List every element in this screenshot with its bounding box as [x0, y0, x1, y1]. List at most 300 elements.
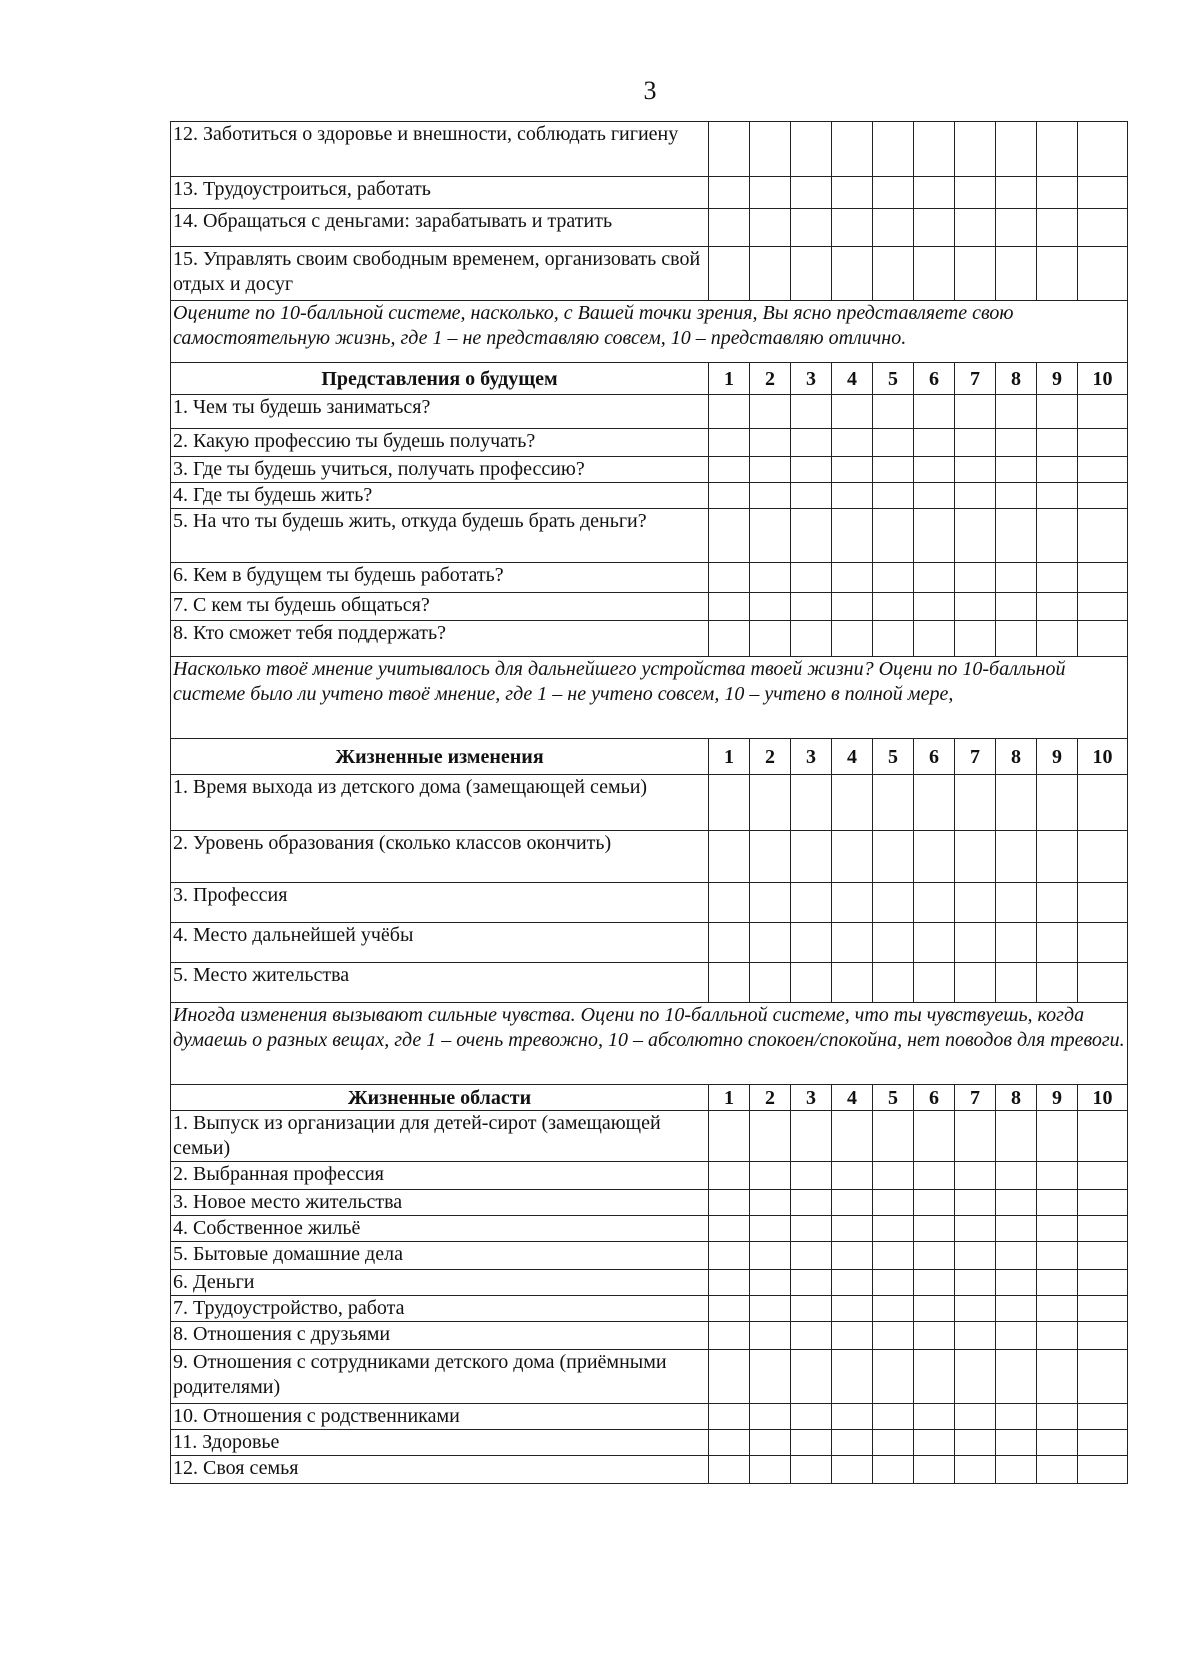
rating-cell-8[interactable] — [996, 509, 1037, 563]
rating-cell-6[interactable] — [914, 563, 955, 593]
rating-cell-6[interactable] — [914, 209, 955, 247]
rating-cell-4[interactable] — [832, 1162, 873, 1190]
rating-cell-10[interactable] — [1078, 1456, 1128, 1484]
rating-cell-8[interactable] — [996, 177, 1037, 209]
rating-cell-10[interactable] — [1078, 923, 1128, 963]
rating-cell-4[interactable] — [832, 483, 873, 509]
rating-cell-10[interactable] — [1078, 177, 1128, 209]
rating-cell-2[interactable] — [750, 1242, 791, 1270]
rating-cell-9[interactable] — [1037, 1404, 1078, 1430]
rating-cell-2[interactable] — [750, 1296, 791, 1322]
rating-cell-6[interactable] — [914, 429, 955, 457]
rating-cell-6[interactable] — [914, 963, 955, 1003]
rating-cell-9[interactable] — [1037, 209, 1078, 247]
rating-cell-8[interactable] — [996, 1190, 1037, 1216]
rating-cell-2[interactable] — [750, 775, 791, 831]
rating-cell-5[interactable] — [873, 209, 914, 247]
rating-cell-7[interactable] — [955, 483, 996, 509]
rating-cell-5[interactable] — [873, 1190, 914, 1216]
rating-cell-5[interactable] — [873, 775, 914, 831]
rating-cell-1[interactable] — [709, 563, 750, 593]
rating-cell-10[interactable] — [1078, 483, 1128, 509]
rating-cell-6[interactable] — [914, 775, 955, 831]
rating-cell-6[interactable] — [914, 1216, 955, 1242]
rating-cell-1[interactable] — [709, 1456, 750, 1484]
rating-cell-4[interactable] — [832, 1216, 873, 1242]
rating-cell-8[interactable] — [996, 209, 1037, 247]
rating-cell-3[interactable] — [791, 247, 832, 301]
rating-cell-7[interactable] — [955, 395, 996, 429]
rating-cell-5[interactable] — [873, 923, 914, 963]
rating-cell-6[interactable] — [914, 1296, 955, 1322]
rating-cell-8[interactable] — [996, 1430, 1037, 1456]
rating-cell-8[interactable] — [996, 1456, 1037, 1484]
rating-cell-9[interactable] — [1037, 1190, 1078, 1216]
rating-cell-4[interactable] — [832, 1270, 873, 1296]
rating-cell-6[interactable] — [914, 883, 955, 923]
rating-cell-7[interactable] — [955, 1270, 996, 1296]
rating-cell-8[interactable] — [996, 593, 1037, 621]
rating-cell-1[interactable] — [709, 621, 750, 657]
rating-cell-9[interactable] — [1037, 831, 1078, 883]
rating-cell-7[interactable] — [955, 1322, 996, 1350]
rating-cell-3[interactable] — [791, 1111, 832, 1162]
rating-cell-9[interactable] — [1037, 563, 1078, 593]
rating-cell-9[interactable] — [1037, 883, 1078, 923]
rating-cell-6[interactable] — [914, 923, 955, 963]
rating-cell-10[interactable] — [1078, 883, 1128, 923]
rating-cell-10[interactable] — [1078, 1430, 1128, 1456]
rating-cell-10[interactable] — [1078, 831, 1128, 883]
rating-cell-2[interactable] — [750, 963, 791, 1003]
rating-cell-7[interactable] — [955, 247, 996, 301]
rating-cell-6[interactable] — [914, 1270, 955, 1296]
rating-cell-4[interactable] — [832, 177, 873, 209]
rating-cell-4[interactable] — [832, 247, 873, 301]
rating-cell-1[interactable] — [709, 1350, 750, 1404]
rating-cell-1[interactable] — [709, 1242, 750, 1270]
rating-cell-4[interactable] — [832, 509, 873, 563]
rating-cell-2[interactable] — [750, 1350, 791, 1404]
instruction-changes: Насколько твоё мнение учитывалось для дальнейшего устройства твоей жизни? Оцени по 10-балльной системе было ли учтено твоё мнение, где 1 – не учтено совсем, 10 – учтено в полной мере, — [171, 657, 1128, 739]
rating-cell-10[interactable] — [1078, 122, 1128, 177]
rating-cell-1[interactable] — [709, 395, 750, 429]
rating-cell-9[interactable] — [1037, 1350, 1078, 1404]
rating-cell-5[interactable] — [873, 1242, 914, 1270]
future-row — [171, 621, 1128, 657]
rating-cell-1[interactable] — [709, 1162, 750, 1190]
rating-cell-2[interactable] — [750, 122, 791, 177]
rating-cell-4[interactable] — [832, 457, 873, 483]
rating-cell-8[interactable] — [996, 1322, 1037, 1350]
rating-cell-9[interactable] — [1037, 429, 1078, 457]
rating-cell-8[interactable] — [996, 1404, 1037, 1430]
rating-cell-8[interactable] — [996, 963, 1037, 1003]
rating-cell-6[interactable] — [914, 1404, 955, 1430]
rating-cell-2[interactable] — [750, 509, 791, 563]
section-title: Представления о будущем — [171, 363, 709, 395]
rating-cell-1[interactable] — [709, 775, 750, 831]
rating-cell-4[interactable] — [832, 429, 873, 457]
rating-cell-5[interactable] — [873, 1296, 914, 1322]
rating-cell-6[interactable] — [914, 1350, 955, 1404]
rating-cell-2[interactable] — [750, 429, 791, 457]
rating-cell-3[interactable] — [791, 1456, 832, 1484]
rating-cell-8[interactable] — [996, 395, 1037, 429]
rating-cell-3[interactable] — [791, 963, 832, 1003]
rating-cell-9[interactable] — [1037, 483, 1078, 509]
rating-cell-7[interactable] — [955, 593, 996, 621]
rating-cell-8[interactable] — [996, 483, 1037, 509]
rating-cell-9[interactable] — [1037, 247, 1078, 301]
rating-cell-2[interactable] — [750, 1322, 791, 1350]
rating-cell-7[interactable] — [955, 429, 996, 457]
rating-cell-3[interactable] — [791, 209, 832, 247]
rating-cell-9[interactable] — [1037, 1322, 1078, 1350]
rating-cell-1[interactable] — [709, 831, 750, 883]
rating-cell-8[interactable] — [996, 429, 1037, 457]
rating-cell-3[interactable] — [791, 1190, 832, 1216]
rating-cell-4[interactable] — [832, 1456, 873, 1484]
rating-cell-3[interactable] — [791, 457, 832, 483]
section-title: Жизненные области — [171, 1085, 709, 1111]
rating-cell-6[interactable] — [914, 1242, 955, 1270]
rating-cell-4[interactable] — [832, 1430, 873, 1456]
rating-cell-4[interactable] — [832, 1322, 873, 1350]
rating-cell-3[interactable] — [791, 1430, 832, 1456]
rating-cell-7[interactable] — [955, 1190, 996, 1216]
rating-cell-7[interactable] — [955, 831, 996, 883]
rating-cell-5[interactable] — [873, 1162, 914, 1190]
rating-cell-2[interactable] — [750, 1270, 791, 1296]
rating-cell-3[interactable] — [791, 1242, 832, 1270]
rating-cell-5[interactable] — [873, 1430, 914, 1456]
rating-cell-1[interactable] — [709, 1216, 750, 1242]
rating-cell-4[interactable] — [832, 563, 873, 593]
rating-cell-2[interactable] — [750, 593, 791, 621]
rating-cell-3[interactable] — [791, 923, 832, 963]
rating-cell-3[interactable] — [791, 1162, 832, 1190]
rating-cell-6[interactable] — [914, 509, 955, 563]
rating-cell-8[interactable] — [996, 1216, 1037, 1242]
rating-cell-2[interactable] — [750, 1162, 791, 1190]
rating-cell-10[interactable] — [1078, 1270, 1128, 1296]
rating-cell-1[interactable] — [709, 122, 750, 177]
rating-cell-5[interactable] — [873, 247, 914, 301]
rating-cell-1[interactable] — [709, 429, 750, 457]
rating-cell-4[interactable] — [832, 593, 873, 621]
rating-cell-10[interactable] — [1078, 395, 1128, 429]
rating-cell-9[interactable] — [1037, 1162, 1078, 1190]
rating-cell-6[interactable] — [914, 1456, 955, 1484]
rating-cell-4[interactable] — [832, 122, 873, 177]
rating-cell-1[interactable] — [709, 209, 750, 247]
rating-cell-5[interactable] — [873, 563, 914, 593]
rating-cell-7[interactable] — [955, 963, 996, 1003]
rating-cell-10[interactable] — [1078, 1216, 1128, 1242]
rating-cell-2[interactable] — [750, 923, 791, 963]
rating-cell-6[interactable] — [914, 177, 955, 209]
rating-cell-10[interactable] — [1078, 1322, 1128, 1350]
rating-cell-4[interactable] — [832, 963, 873, 1003]
rating-cell-1[interactable] — [709, 1111, 750, 1162]
rating-cell-8[interactable] — [996, 831, 1037, 883]
rating-cell-6[interactable] — [914, 457, 955, 483]
rating-cell-9[interactable] — [1037, 593, 1078, 621]
rating-cell-6[interactable] — [914, 1111, 955, 1162]
rating-cell-2[interactable] — [750, 1456, 791, 1484]
rating-cell-3[interactable] — [791, 483, 832, 509]
rating-cell-7[interactable] — [955, 1430, 996, 1456]
rating-cell-7[interactable] — [955, 509, 996, 563]
rating-cell-8[interactable] — [996, 1350, 1037, 1404]
rating-cell-3[interactable] — [791, 177, 832, 209]
rating-cell-9[interactable] — [1037, 963, 1078, 1003]
rating-cell-8[interactable] — [996, 1296, 1037, 1322]
rating-cell-3[interactable] — [791, 509, 832, 563]
rating-cell-3[interactable] — [791, 1270, 832, 1296]
rating-cell-5[interactable] — [873, 1270, 914, 1296]
rating-cell-7[interactable] — [955, 1216, 996, 1242]
rating-cell-7[interactable] — [955, 563, 996, 593]
rating-cell-3[interactable] — [791, 1322, 832, 1350]
rating-cell-10[interactable] — [1078, 509, 1128, 563]
rating-cell-5[interactable] — [873, 1216, 914, 1242]
rating-cell-10[interactable] — [1078, 247, 1128, 301]
rating-cell-8[interactable] — [996, 1270, 1037, 1296]
rating-cell-9[interactable] — [1037, 457, 1078, 483]
rating-cell-1[interactable] — [709, 1296, 750, 1322]
rating-cell-1[interactable] — [709, 509, 750, 563]
rating-cell-3[interactable] — [791, 563, 832, 593]
rating-cell-9[interactable] — [1037, 509, 1078, 563]
rating-cell-7[interactable] — [955, 1350, 996, 1404]
rating-cell-2[interactable] — [750, 483, 791, 509]
item-label: 7. Трудоустройство, работа — [171, 1296, 709, 1322]
rating-cell-8[interactable] — [996, 247, 1037, 301]
rating-cell-1[interactable] — [709, 177, 750, 209]
rating-cell-9[interactable] — [1037, 177, 1078, 209]
rating-cell-5[interactable] — [873, 1322, 914, 1350]
rating-cell-2[interactable] — [750, 1430, 791, 1456]
rating-cell-7[interactable] — [955, 775, 996, 831]
rating-cell-5[interactable] — [873, 1111, 914, 1162]
rating-cell-2[interactable] — [750, 177, 791, 209]
rating-cell-4[interactable] — [832, 1111, 873, 1162]
rating-cell-1[interactable] — [709, 883, 750, 923]
rating-cell-7[interactable] — [955, 621, 996, 657]
rating-cell-9[interactable] — [1037, 1296, 1078, 1322]
rating-cell-8[interactable] — [996, 1162, 1037, 1190]
rating-cell-6[interactable] — [914, 395, 955, 429]
rating-cell-10[interactable] — [1078, 1190, 1128, 1216]
rating-cell-6[interactable] — [914, 1190, 955, 1216]
rating-cell-7[interactable] — [955, 1456, 996, 1484]
rating-cell-4[interactable] — [832, 775, 873, 831]
rating-cell-10[interactable] — [1078, 563, 1128, 593]
rating-cell-10[interactable] — [1078, 429, 1128, 457]
rating-cell-3[interactable] — [791, 1296, 832, 1322]
rating-cell-7[interactable] — [955, 1296, 996, 1322]
rating-cell-4[interactable] — [832, 1350, 873, 1404]
rating-cell-5[interactable] — [873, 509, 914, 563]
rating-cell-4[interactable] — [832, 831, 873, 883]
rating-cell-7[interactable] — [955, 1404, 996, 1430]
rating-cell-10[interactable] — [1078, 621, 1128, 657]
rating-cell-10[interactable] — [1078, 1162, 1128, 1190]
rating-cell-2[interactable] — [750, 563, 791, 593]
rating-cell-6[interactable] — [914, 247, 955, 301]
rating-cell-3[interactable] — [791, 1216, 832, 1242]
rating-cell-4[interactable] — [832, 1404, 873, 1430]
rating-cell-6[interactable] — [914, 1322, 955, 1350]
rating-cell-5[interactable] — [873, 177, 914, 209]
rating-cell-1[interactable] — [709, 593, 750, 621]
rating-cell-7[interactable] — [955, 1111, 996, 1162]
rating-cell-9[interactable] — [1037, 395, 1078, 429]
rating-cell-9[interactable] — [1037, 1216, 1078, 1242]
rating-cell-5[interactable] — [873, 483, 914, 509]
rating-cell-1[interactable] — [709, 923, 750, 963]
rating-cell-9[interactable] — [1037, 775, 1078, 831]
rating-cell-9[interactable] — [1037, 923, 1078, 963]
rating-cell-2[interactable] — [750, 1111, 791, 1162]
rating-cell-5[interactable] — [873, 883, 914, 923]
rating-cell-4[interactable] — [832, 1190, 873, 1216]
rating-cell-8[interactable] — [996, 1242, 1037, 1270]
rating-cell-2[interactable] — [750, 621, 791, 657]
rating-cell-3[interactable] — [791, 1350, 832, 1404]
scale-number: 4 — [832, 739, 873, 775]
rating-cell-8[interactable] — [996, 457, 1037, 483]
rating-cell-8[interactable] — [996, 923, 1037, 963]
rating-cell-1[interactable] — [709, 457, 750, 483]
rating-cell-1[interactable] — [709, 1322, 750, 1350]
rating-cell-5[interactable] — [873, 122, 914, 177]
areas-row — [171, 1270, 1128, 1296]
rating-cell-8[interactable] — [996, 775, 1037, 831]
rating-cell-7[interactable] — [955, 1162, 996, 1190]
rating-cell-3[interactable] — [791, 775, 832, 831]
instruction-areas-row — [171, 1003, 1128, 1085]
rating-cell-2[interactable] — [750, 883, 791, 923]
rating-cell-1[interactable] — [709, 483, 750, 509]
rating-cell-10[interactable] — [1078, 1350, 1128, 1404]
rating-cell-9[interactable] — [1037, 1242, 1078, 1270]
rating-cell-5[interactable] — [873, 831, 914, 883]
rating-cell-5[interactable] — [873, 1350, 914, 1404]
rating-cell-6[interactable] — [914, 122, 955, 177]
rating-cell-10[interactable] — [1078, 1111, 1128, 1162]
rating-cell-1[interactable] — [709, 247, 750, 301]
rating-cell-10[interactable] — [1078, 775, 1128, 831]
rating-cell-8[interactable] — [996, 563, 1037, 593]
rating-cell-7[interactable] — [955, 177, 996, 209]
rating-cell-6[interactable] — [914, 1162, 955, 1190]
rating-cell-6[interactable] — [914, 1430, 955, 1456]
rating-cell-2[interactable] — [750, 1216, 791, 1242]
rating-cell-4[interactable] — [832, 621, 873, 657]
rating-cell-10[interactable] — [1078, 593, 1128, 621]
rating-cell-8[interactable] — [996, 621, 1037, 657]
rating-cell-3[interactable] — [791, 395, 832, 429]
rating-cell-1[interactable] — [709, 1270, 750, 1296]
rating-cell-7[interactable] — [955, 457, 996, 483]
rating-cell-4[interactable] — [832, 923, 873, 963]
rating-cell-2[interactable] — [750, 1190, 791, 1216]
rating-cell-1[interactable] — [709, 1190, 750, 1216]
rating-cell-9[interactable] — [1037, 1430, 1078, 1456]
rating-cell-9[interactable] — [1037, 1111, 1078, 1162]
rating-cell-3[interactable] — [791, 593, 832, 621]
rating-cell-3[interactable] — [791, 122, 832, 177]
rating-cell-10[interactable] — [1078, 1296, 1128, 1322]
rating-cell-3[interactable] — [791, 621, 832, 657]
rating-cell-2[interactable] — [750, 831, 791, 883]
rating-cell-4[interactable] — [832, 1296, 873, 1322]
rating-cell-10[interactable] — [1078, 1242, 1128, 1270]
rating-cell-7[interactable] — [955, 883, 996, 923]
rating-cell-1[interactable] — [709, 1430, 750, 1456]
rating-cell-1[interactable] — [709, 963, 750, 1003]
rating-cell-1[interactable] — [709, 1404, 750, 1430]
rating-cell-2[interactable] — [750, 457, 791, 483]
rating-cell-5[interactable] — [873, 457, 914, 483]
rating-cell-8[interactable] — [996, 883, 1037, 923]
rating-cell-6[interactable] — [914, 621, 955, 657]
rating-cell-4[interactable] — [832, 1242, 873, 1270]
rating-cell-8[interactable] — [996, 122, 1037, 177]
rating-cell-4[interactable] — [832, 209, 873, 247]
rating-cell-9[interactable] — [1037, 1456, 1078, 1484]
rating-cell-2[interactable] — [750, 247, 791, 301]
rating-cell-7[interactable] — [955, 122, 996, 177]
rating-cell-5[interactable] — [873, 395, 914, 429]
rating-cell-9[interactable] — [1037, 621, 1078, 657]
rating-cell-7[interactable] — [955, 1242, 996, 1270]
rating-cell-3[interactable] — [791, 429, 832, 457]
rating-cell-10[interactable] — [1078, 209, 1128, 247]
rating-cell-7[interactable] — [955, 923, 996, 963]
rating-cell-2[interactable] — [750, 395, 791, 429]
rating-cell-3[interactable] — [791, 1404, 832, 1430]
rating-cell-5[interactable] — [873, 429, 914, 457]
rating-cell-5[interactable] — [873, 963, 914, 1003]
rating-cell-2[interactable] — [750, 1404, 791, 1430]
rating-cell-2[interactable] — [750, 209, 791, 247]
rating-cell-10[interactable] — [1078, 457, 1128, 483]
rating-cell-3[interactable] — [791, 831, 832, 883]
rating-cell-4[interactable] — [832, 883, 873, 923]
rating-cell-7[interactable] — [955, 209, 996, 247]
rating-cell-10[interactable] — [1078, 1404, 1128, 1430]
rating-cell-4[interactable] — [832, 395, 873, 429]
rating-cell-6[interactable] — [914, 831, 955, 883]
rating-cell-5[interactable] — [873, 621, 914, 657]
rating-cell-5[interactable] — [873, 593, 914, 621]
rating-cell-5[interactable] — [873, 1404, 914, 1430]
rating-cell-9[interactable] — [1037, 122, 1078, 177]
instruction-areas: Иногда изменения вызывают сильные чувства. Оцени по 10-балльной системе, что ты чувствуешь, когда думаешь о разных вещах, где 1 – очень тревожно, 10 – абсолютно спокоен/спокойна, нет поводов для тревоги. — [171, 1003, 1128, 1085]
rating-cell-6[interactable] — [914, 483, 955, 509]
rating-cell-9[interactable] — [1037, 1270, 1078, 1296]
rating-cell-8[interactable] — [996, 1111, 1037, 1162]
rating-cell-3[interactable] — [791, 883, 832, 923]
rating-cell-5[interactable] — [873, 1456, 914, 1484]
rating-cell-6[interactable] — [914, 593, 955, 621]
rating-cell-10[interactable] — [1078, 963, 1128, 1003]
item-label: 8. Кто сможет тебя поддержать? — [171, 621, 709, 657]
